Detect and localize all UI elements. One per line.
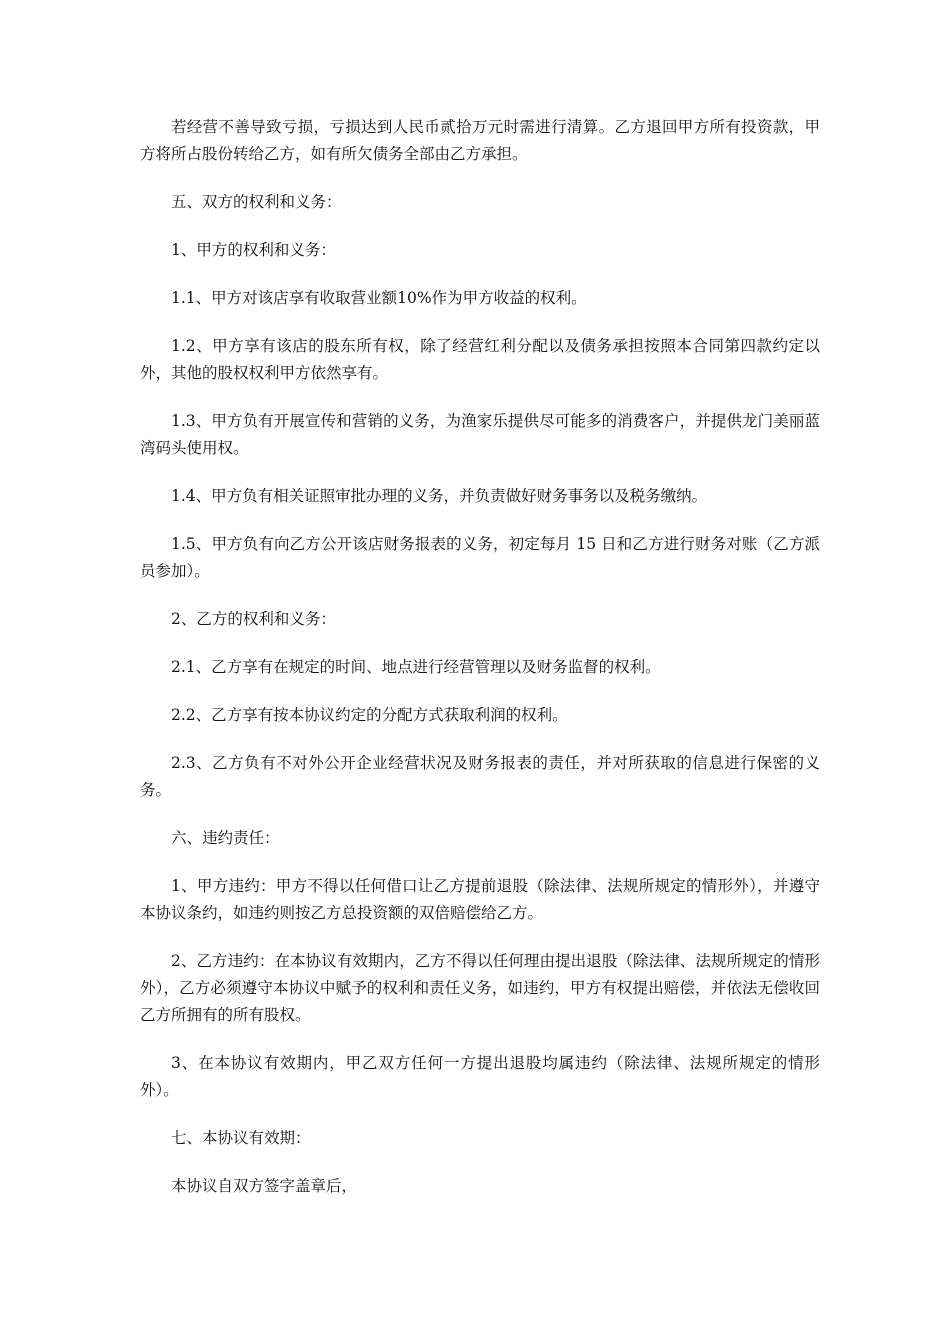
subheading-party-b-rights: 2、乙方的权利和义务： bbox=[171, 610, 336, 628]
clause-1-1: 1.1、甲方对该店享有收取营业额10%作为甲方收益的权利。 bbox=[171, 289, 587, 307]
section-heading-rights-obligations: 五、双方的权利和义务： bbox=[171, 193, 342, 211]
clause-2-1: 2.1、乙方享有在规定的时间、地点进行经营管理以及财务监督的权利。 bbox=[171, 658, 661, 676]
clause-1-5: 1.5、甲方负有向乙方公开该店财务报表的义务，初定每月 15 日和乙方进行财务对账（乙方派员参加）。 bbox=[140, 535, 820, 580]
paragraph-liquidation-clause: 若经营不善导致亏损，亏损达到人民币贰拾万元时需进行清算。乙方退回甲方所有投资款，甲方将所占股份转给乙方，如有所欠债务全部由乙方承担。 bbox=[140, 118, 820, 163]
clause-1-3: 1.3、甲方负有开展宣传和营销的义务，为渔家乐提供尽可能多的消费客户，并提供龙门美丽蓝湾码头使用权。 bbox=[140, 412, 820, 457]
document-body bbox=[140, 114, 820, 1221]
clause-2-2: 2.2、乙方享有按本协议约定的分配方式获取利润的权利。 bbox=[171, 706, 568, 724]
breach-clause-3: 3、在本协议有效期内，甲乙双方任何一方提出退股均属违约（除法律、法规所规定的情形外）。 bbox=[140, 1054, 820, 1099]
clause-2-3: 2.3、乙方负有不对外公开企业经营状况及财务报表的责任，并对所获取的信息进行保密的义务。 bbox=[140, 754, 820, 799]
section-heading-breach-liability: 六、违约责任： bbox=[171, 829, 280, 847]
validity-clause: 本协议自双方签字盖章后， bbox=[171, 1177, 358, 1195]
breach-clause-1: 1、甲方违约：甲方不得以任何借口让乙方提前退股（除法律、法规所规定的情形外），并遵守本协议条约，如违约则按乙方总投资额的双倍赔偿给乙方。 bbox=[140, 877, 820, 922]
clause-1-2: 1.2、甲方享有该店的股东所有权，除了经营红利分配以及债务承担按照本合同第四款约定以外，其他的股权权利甲方依然享有。 bbox=[140, 337, 820, 382]
clause-1-4: 1.4、甲方负有相关证照审批办理的义务，并负责做好财务事务以及税务缴纳。 bbox=[171, 487, 708, 505]
section-heading-validity-period: 七、本协议有效期： bbox=[171, 1129, 311, 1147]
subheading-party-a-rights: 1、甲方的权利和义务： bbox=[171, 241, 336, 259]
breach-clause-2: 2、乙方违约：在本协议有效期内，乙方不得以任何理由提出退股（除法律、法规所规定的情形外），乙方必须遵守本协议中赋予的权利和责任义务，如违约，甲方有权提出赔偿，并依法无偿收回乙方所拥有的所有股权。 bbox=[140, 952, 820, 1024]
